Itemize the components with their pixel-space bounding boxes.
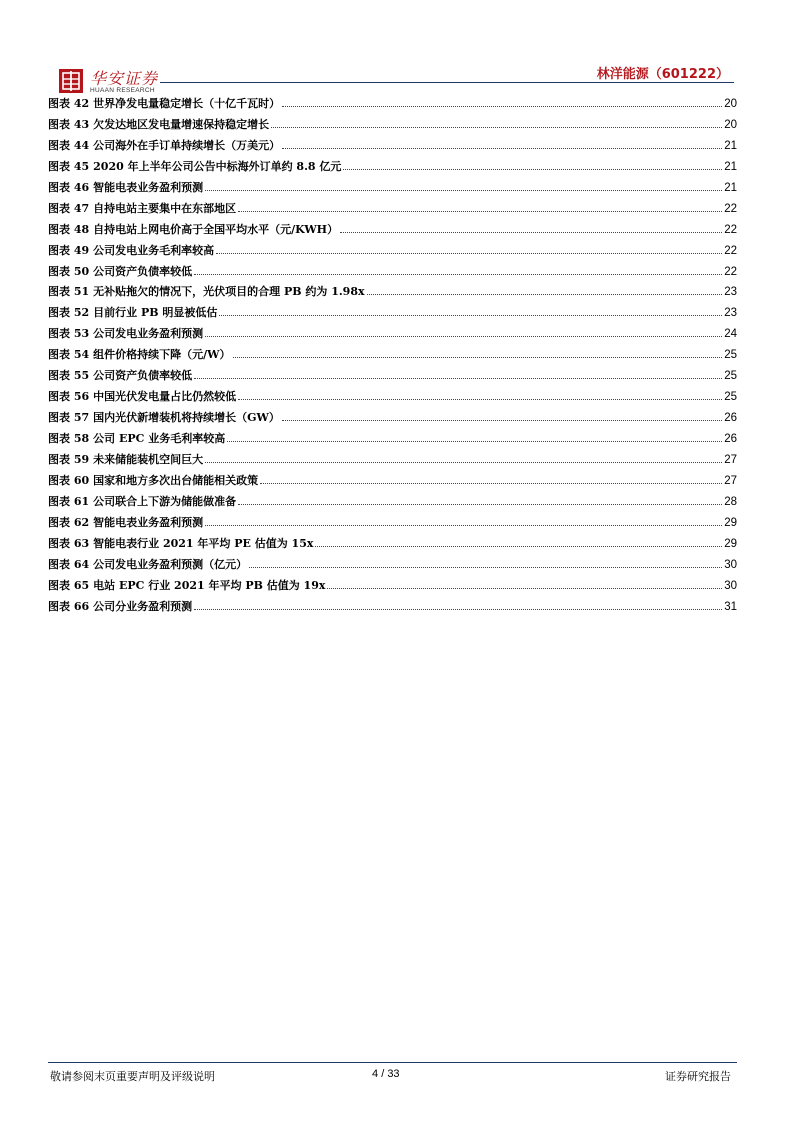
toc-entry-title: 电站 EPC 行业 2021 年平均 PB 估值为 19x <box>93 578 326 592</box>
toc-entry-page: 22 <box>724 265 737 278</box>
toc-entry-prefix: 图表 47 <box>48 201 90 215</box>
toc-entry-label <box>48 409 280 425</box>
toc-entry-page: 26 <box>724 412 737 425</box>
toc-entry[interactable] <box>48 577 737 598</box>
toc-entry-page: 20 <box>724 118 737 131</box>
header-divider <box>160 82 734 83</box>
toc-entry-prefix: 图表 65 <box>48 578 90 592</box>
toc-entry-title: 世界净发电量稳定增长（十亿千瓦时） <box>93 97 281 110</box>
footer-report-type: 证券研究报告 <box>665 1070 731 1083</box>
toc-entry-label <box>48 556 247 572</box>
toc-entry-page: 21 <box>724 160 737 173</box>
toc-entry-label <box>48 577 325 593</box>
toc-entry[interactable] <box>48 304 737 325</box>
toc-dot-leader <box>282 420 722 421</box>
toc-entry-title: 公司 EPC 业务毛利率较高 <box>93 432 226 445</box>
toc-entry[interactable] <box>48 556 737 577</box>
toc-entry[interactable] <box>48 95 737 116</box>
toc-entry[interactable] <box>48 263 737 284</box>
page-separator: / <box>381 1068 385 1080</box>
page-current: 4 <box>372 1068 379 1080</box>
toc-entry-page: 29 <box>724 516 737 529</box>
company-title: 林洋能源（601222） <box>596 67 729 82</box>
toc-entry-page: 27 <box>724 453 737 466</box>
toc-entry-page: 30 <box>724 579 737 592</box>
toc-entry[interactable] <box>48 158 737 179</box>
toc-entry-title: 组件价格持续下降（元/W） <box>93 348 231 362</box>
toc-entry-label <box>48 263 192 279</box>
toc-entry-label <box>48 388 236 404</box>
toc-entry-page: 20 <box>724 98 737 110</box>
toc-entry-prefix: 图表 61 <box>48 494 90 508</box>
toc-entry-title: 国家和地方多次出台储能相关政策 <box>93 473 259 487</box>
toc-entry-label <box>48 283 365 299</box>
toc-entry[interactable] <box>48 598 737 619</box>
toc-entry-page: 22 <box>724 223 737 236</box>
toc-dot-leader <box>233 357 723 358</box>
logo-english-text: HUAAN RESEARCH <box>90 87 155 94</box>
page-header <box>0 0 793 100</box>
toc-dot-leader <box>227 441 722 442</box>
toc-entry-title: 未来储能装机空间巨大 <box>93 452 204 466</box>
toc-entry-page: 22 <box>724 244 737 257</box>
toc-entry-title: 公司海外在手订单持续增长（万美元） <box>93 138 281 152</box>
page-total: 33 <box>387 1068 400 1080</box>
toc-entry-page: 21 <box>724 139 737 152</box>
toc-entry-title: 无补贴拖欠的情况下，光伏项目的合理 PB 约为 1.98x <box>93 285 365 299</box>
toc-dot-leader <box>205 336 722 337</box>
footer-disclaimer: 敬请参阅末页重要声明及评级说明 <box>50 1070 215 1083</box>
toc-entry-prefix: 图表 50 <box>48 264 90 278</box>
toc-entry-label <box>48 200 236 216</box>
toc-entry-prefix: 图表 62 <box>48 515 90 529</box>
logo-chinese-text: 华安证券 <box>90 69 159 88</box>
toc-entry-page: 29 <box>724 537 737 550</box>
toc-entry[interactable] <box>48 472 737 493</box>
toc-entry-label <box>48 535 313 551</box>
toc-entry[interactable] <box>48 367 737 388</box>
toc-entry-page: 22 <box>724 202 737 215</box>
toc-entry[interactable] <box>48 137 737 158</box>
toc-entry[interactable] <box>48 388 737 409</box>
toc-entry[interactable] <box>48 409 737 430</box>
footer-divider <box>48 1062 737 1063</box>
toc-dot-leader <box>238 504 722 505</box>
toc-entry-prefix: 图表 55 <box>48 369 90 383</box>
toc-dot-leader <box>238 211 722 212</box>
toc-entry-prefix: 图表 43 <box>48 117 90 131</box>
toc-entry-prefix: 图表 49 <box>48 243 90 257</box>
toc-entry-page: 31 <box>724 600 737 613</box>
toc-entry-label <box>48 137 280 153</box>
toc-entry[interactable] <box>48 116 737 137</box>
toc-dot-leader <box>271 127 722 128</box>
toc-entry[interactable] <box>48 179 737 200</box>
toc-entry-prefix: 图表 53 <box>48 327 90 341</box>
toc-entry[interactable] <box>48 325 737 346</box>
toc-entry-title: 国内光伏新增装机将持续增长（GW） <box>93 411 280 425</box>
toc-dot-leader <box>340 232 722 233</box>
toc-entry-prefix: 图表 64 <box>48 557 90 571</box>
toc-entry[interactable] <box>48 535 737 556</box>
toc-dot-leader <box>194 609 722 610</box>
toc-entry-prefix: 图表 51 <box>48 285 90 299</box>
toc-dot-leader <box>216 253 722 254</box>
toc-entry-title: 目前行业 PB 明显被低估 <box>93 306 218 320</box>
toc-entry-title: 公司资产负债率较低 <box>93 264 193 278</box>
toc-entry[interactable] <box>48 283 737 304</box>
toc-dot-leader <box>343 169 722 170</box>
toc-dot-leader <box>219 315 722 316</box>
toc-entry-page: 21 <box>724 181 737 194</box>
toc-dot-leader <box>194 378 722 379</box>
toc-entry-title: 公司发电业务毛利率较高 <box>93 243 215 257</box>
toc-entry-title: 自持电站上网电价高于全国平均水平（元/KWH） <box>93 222 339 236</box>
toc-dot-leader <box>315 546 722 547</box>
huaan-logo-icon <box>58 68 84 94</box>
toc-entry-title: 欠发达地区发电量增速保持稳定增长 <box>93 117 270 131</box>
toc-entry-label <box>48 430 225 446</box>
toc-entry-page: 28 <box>724 495 737 508</box>
toc-dot-leader <box>327 588 722 589</box>
toc-entry-label <box>48 116 269 132</box>
figure-list <box>48 95 737 618</box>
toc-entry-label <box>48 221 338 237</box>
toc-entry-prefix: 图表 57 <box>48 411 90 425</box>
toc-entry-prefix: 图表 60 <box>48 473 90 487</box>
toc-entry-label <box>48 367 192 383</box>
toc-entry-title: 公司发电业务盈利预测 <box>93 327 204 341</box>
toc-entry-prefix: 图表 58 <box>48 432 90 445</box>
toc-entry-label <box>48 451 203 467</box>
toc-entry-title: 公司联合上下游为储能做准备 <box>93 494 237 508</box>
toc-entry-prefix: 图表 44 <box>48 138 90 152</box>
toc-entry-page: 27 <box>724 474 737 487</box>
toc-entry[interactable] <box>48 346 737 367</box>
toc-entry-label <box>48 493 236 509</box>
toc-dot-leader <box>238 399 722 400</box>
toc-entry-prefix: 图表 59 <box>48 452 90 466</box>
toc-entry-page: 26 <box>724 433 737 445</box>
toc-entry[interactable] <box>48 514 737 535</box>
toc-entry-page: 25 <box>724 391 737 404</box>
toc-entry[interactable] <box>48 242 737 263</box>
toc-dot-leader <box>367 294 723 295</box>
toc-entry-prefix: 图表 46 <box>48 180 90 194</box>
toc-entry-page: 25 <box>724 349 737 362</box>
toc-dot-leader <box>205 190 722 191</box>
toc-entry-label <box>48 472 258 488</box>
toc-entry-label <box>48 304 217 320</box>
toc-entry[interactable] <box>48 493 737 514</box>
toc-entry-label <box>48 242 214 258</box>
toc-dot-leader <box>282 148 722 149</box>
toc-entry-title: 公司分业务盈利预测 <box>93 599 193 613</box>
toc-entry-page: 23 <box>724 286 737 299</box>
toc-entry-title: 2020 年上半年公司公告中标海外订单约 8.8 亿元 <box>93 159 342 173</box>
toc-entry-page: 23 <box>724 307 737 320</box>
toc-dot-leader <box>205 462 722 463</box>
toc-entry[interactable] <box>48 430 737 451</box>
toc-dot-leader <box>282 106 722 107</box>
toc-entry-prefix: 图表 45 <box>48 159 90 173</box>
toc-dot-leader <box>194 274 722 275</box>
toc-entry-prefix: 图表 52 <box>48 306 90 320</box>
toc-entry-title: 中国光伏发电量占比仍然较低 <box>93 390 237 404</box>
toc-entry-title: 智能电表业务盈利预测 <box>93 515 204 529</box>
toc-entry-label <box>48 598 192 614</box>
toc-entry-title: 智能电表业务盈利预测 <box>93 180 204 194</box>
toc-entry-label <box>48 514 203 530</box>
toc-entry-title: 自持电站主要集中在东部地区 <box>93 201 237 215</box>
toc-entry-title: 公司资产负债率较低 <box>93 369 193 383</box>
toc-entry-prefix: 图表 48 <box>48 222 90 236</box>
toc-dot-leader <box>205 525 722 526</box>
toc-entry-prefix: 图表 63 <box>48 536 90 550</box>
toc-entry-prefix: 图表 56 <box>48 390 90 404</box>
toc-entry-page: 30 <box>724 558 737 571</box>
toc-entry-label <box>48 346 231 362</box>
toc-entry-title: 公司发电业务盈利预测（亿元） <box>93 557 248 571</box>
toc-entry-label <box>48 95 280 111</box>
toc-entry-label <box>48 325 203 341</box>
toc-dot-leader <box>260 483 722 484</box>
toc-entry-label <box>48 158 341 174</box>
toc-entry[interactable] <box>48 200 737 221</box>
toc-entry[interactable] <box>48 221 737 242</box>
toc-entry-prefix: 图表 42 <box>48 97 90 110</box>
toc-entry[interactable] <box>48 451 737 472</box>
toc-dot-leader <box>249 567 722 568</box>
page-number <box>372 1068 400 1080</box>
toc-entry-page: 24 <box>724 328 737 341</box>
toc-entry-page: 25 <box>724 370 737 383</box>
toc-entry-label <box>48 179 203 195</box>
toc-entry-title: 智能电表行业 2021 年平均 PE 估值为 15x <box>93 536 314 550</box>
toc-entry-prefix: 图表 66 <box>48 599 90 613</box>
toc-entry-prefix: 图表 54 <box>48 348 90 362</box>
